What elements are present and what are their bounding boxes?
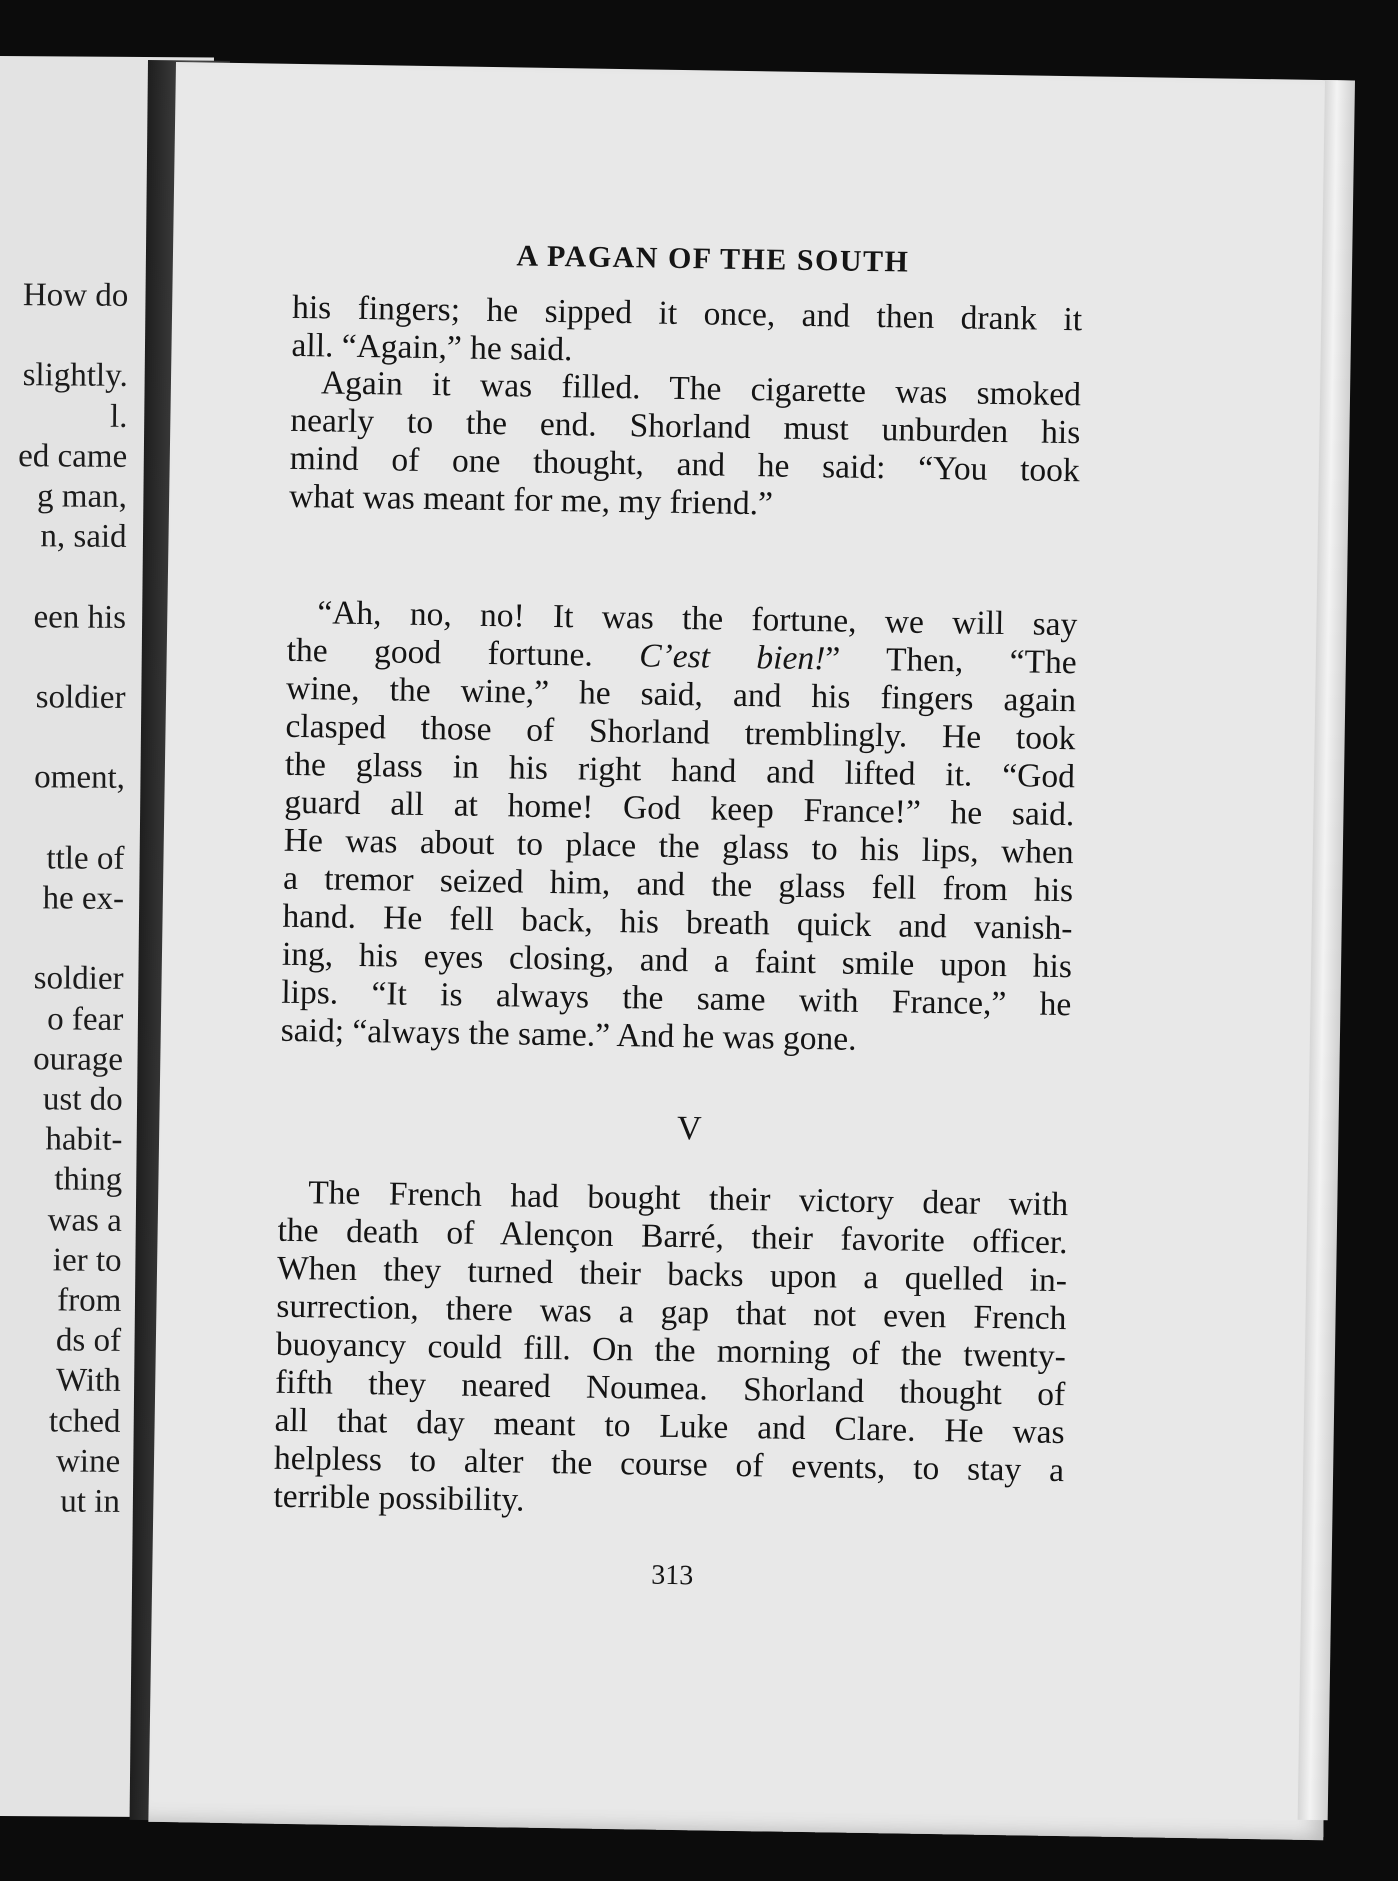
italic-phrase: C’est bien!	[638, 637, 826, 678]
text-line: When they turned their backs upon a quelled in-	[276, 1249, 1068, 1300]
text-line: wine, the wine,” he said, and his fingers again	[285, 669, 1077, 720]
left-page-fragment: ttle of	[46, 840, 125, 877]
left-page-fragment	[0, 718, 125, 719]
left-page-fragment	[0, 638, 126, 639]
left-page-fragment: soldier	[35, 679, 126, 716]
text-line: what was meant for me, my friend.”	[288, 477, 774, 523]
left-page-fragment: With	[55, 1362, 121, 1400]
left-page-fragment: he ex-	[42, 880, 125, 917]
text-line: He was about to place the glass to his lips, when	[283, 821, 1074, 872]
left-page-fragment: ed came	[18, 437, 128, 475]
left-page-fragment	[0, 799, 125, 800]
left-page-fragment: slightly.	[22, 357, 128, 395]
text-line: terrible possibility.	[273, 1477, 525, 1519]
left-page-fragment: o fear	[47, 1000, 124, 1038]
left-page-fragment	[0, 316, 128, 317]
text-line: buoyancy could fill. On the morning of the twenty-	[275, 1325, 1067, 1376]
text-line: the death of Alençon Barré, their favorite officer.	[277, 1211, 1068, 1262]
left-page-fragment: habit-	[45, 1121, 123, 1159]
running-head: A PAGAN OF THE SOUTH	[516, 239, 910, 279]
text-line: all that day meant to Luke and Clare. He was	[274, 1401, 1065, 1452]
text-line: clasped those of Shorland tremblingly. He took	[285, 707, 1076, 758]
text-line: a tremor seized him, and the glass fell from his	[282, 859, 1074, 910]
text-line: his fingers; he sipped it once, and then drank it	[291, 288, 1083, 339]
text-line: said; “always the same.” And he was gone.	[280, 1011, 857, 1058]
left-page-fragment: soldier	[33, 960, 124, 998]
left-page-fragment: thing	[54, 1161, 123, 1199]
left-page-fragment: ust do	[42, 1081, 123, 1118]
text-line: “Ah, no, no! It was the fortune, we will say	[317, 594, 1078, 644]
text-line: hand. He fell back, his breath quick and vanish-	[282, 897, 1073, 948]
text-line: all. “Again,” he said.	[291, 326, 573, 369]
left-page-fragment: tched	[48, 1402, 121, 1440]
text-line: ing, his eyes closing, and a faint smile upon his	[281, 935, 1073, 986]
left-page-fragment: g man,	[36, 478, 128, 515]
left-page-fragment: een his	[33, 598, 127, 636]
text-line: helpless to alter the course of events, to stay a	[273, 1439, 1065, 1490]
left-page-fragment: from	[57, 1282, 122, 1319]
text-line: surrection, there was a gap that not even French	[276, 1287, 1067, 1338]
text-line: fifth they neared Noumea. Shorland thought of	[274, 1363, 1066, 1414]
left-page-fragment: l.	[109, 398, 128, 435]
left-page-fragment: oment,	[34, 759, 126, 797]
right-page	[148, 62, 1351, 1840]
left-page-fragment: ier to	[52, 1242, 122, 1279]
text-line: the good fortune. C’est bien!” Then, “The	[286, 631, 1077, 682]
page-number: 313	[651, 1559, 694, 1592]
left-page-fragment: ut in	[60, 1483, 121, 1520]
text-line: lips. “It is always the same with France,” he	[281, 973, 1072, 1024]
left-page-fragment: ourage	[33, 1041, 124, 1078]
text-line: guard all at home! God keep France!” he said.	[284, 783, 1075, 834]
text-line: the glass in his right hand and lifted it. “God	[284, 745, 1076, 796]
text-line: The French had bought their victory dear with	[307, 1174, 1069, 1224]
text-line: nearly to the end. Shorland must unburden his	[290, 401, 1081, 452]
left-page-fragment: How do	[22, 277, 129, 314]
left-page-fragment: was a	[47, 1201, 122, 1239]
left-page-fragment: wine	[55, 1443, 121, 1480]
left-page-fragment: ds of	[55, 1322, 122, 1360]
left-page-fragment: n, said	[40, 518, 127, 556]
left-page-fragment	[0, 557, 126, 558]
text-line: mind of one thought, and he said: “You took	[289, 439, 1080, 490]
section-number: V	[676, 1110, 702, 1148]
text-line: Again it was filled. The cigarette was smoked	[320, 364, 1082, 414]
left-page-fragment	[0, 919, 124, 920]
